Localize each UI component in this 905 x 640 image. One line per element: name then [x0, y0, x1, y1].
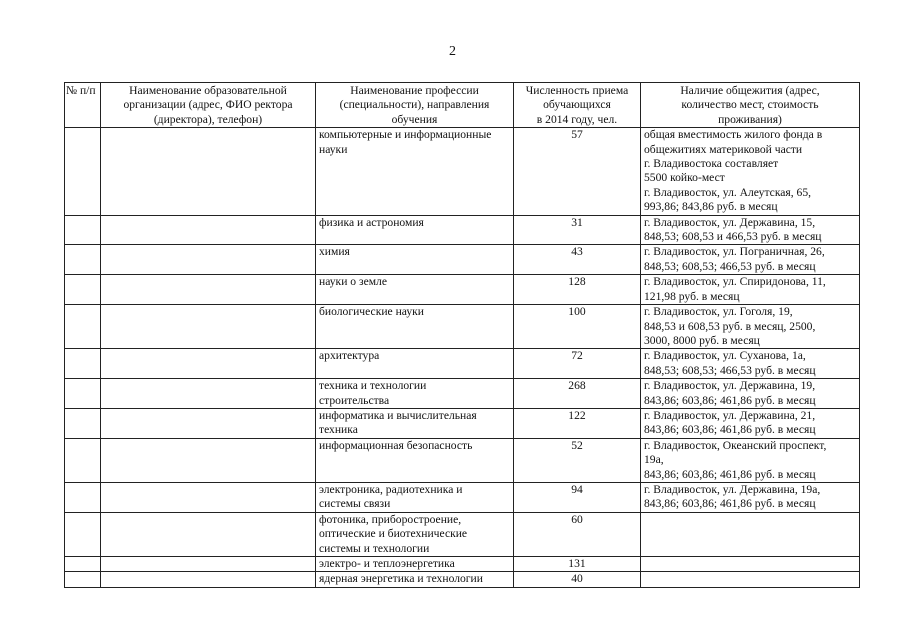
cell-specialty	[316, 275, 514, 305]
cell-num	[65, 128, 101, 215]
cell-num	[65, 512, 101, 556]
header-dormitory	[641, 83, 860, 128]
table-row	[65, 512, 860, 556]
dormitory-line: 843,86; 603,86; 461,86 руб. в месяц	[644, 497, 816, 511]
dormitory-line: г. Владивосток, Океанский проспект,	[644, 438, 827, 452]
dormitory-line: г. Владивосток, ул. Пограничная, 26,	[644, 245, 825, 259]
cell-count: 57	[514, 128, 641, 215]
cell-count: 268	[514, 379, 641, 409]
header-line: обучающихся	[543, 98, 611, 112]
cell-specialty	[316, 215, 514, 245]
dormitory-line: г. Владивосток, ул. Гоголя, 19,	[644, 305, 793, 319]
cell-count: 131	[514, 557, 641, 572]
cell-dormitory	[641, 245, 860, 275]
specialty-line: фотоника, приборостроение,	[319, 512, 462, 526]
table-row	[65, 128, 860, 215]
specialty-line: системы связи	[319, 497, 391, 511]
table-row	[65, 245, 860, 275]
dormitory-line: 993,86; 843,86 руб. в месяц	[644, 200, 778, 214]
header-line: (специальности), направления	[339, 98, 490, 112]
cell-dormitory	[641, 275, 860, 305]
header-line: Наличие общежития (адрес,	[680, 84, 820, 97]
cell-num	[65, 349, 101, 379]
cell-specialty	[316, 128, 514, 215]
cell-organization	[101, 245, 316, 275]
header-line: организации (адрес, ФИО ректора	[123, 98, 293, 112]
dormitory-line: г. Владивосток, ул. Державина, 21,	[644, 408, 816, 422]
cell-num	[65, 305, 101, 349]
cell-specialty	[316, 512, 514, 556]
cell-num	[65, 215, 101, 245]
dormitory-line: 843,86; 603,86; 461,86 руб. в месяц	[644, 467, 816, 481]
table-row	[65, 215, 860, 245]
cell-organization	[101, 379, 316, 409]
table-row	[65, 572, 860, 587]
dormitory-line: 19а,	[644, 453, 664, 467]
cell-specialty	[316, 438, 514, 482]
cell-num	[65, 245, 101, 275]
cell-num	[65, 557, 101, 572]
specialty-line: строительства	[319, 393, 390, 407]
specialty-line: биологические науки	[319, 305, 424, 319]
cell-num	[65, 379, 101, 409]
specialty-line: электроника, радиотехника и	[319, 482, 463, 496]
cell-organization	[101, 215, 316, 245]
cell-specialty	[316, 557, 514, 572]
dormitory-line: г. Владивосток, ул. Алеутская, 65,	[644, 185, 812, 199]
cell-count: 40	[514, 572, 641, 587]
table-row	[65, 482, 860, 512]
specialty-line: компьютерные и информационные	[319, 128, 492, 142]
table-header-row	[65, 83, 860, 128]
cell-dormitory	[641, 482, 860, 512]
cell-organization	[101, 275, 316, 305]
dormitory-line: 848,53 и 608,53 руб. в месяц, 2500,	[644, 319, 816, 333]
cell-specialty	[316, 379, 514, 409]
table-body	[65, 128, 860, 588]
cell-organization	[101, 572, 316, 587]
specialty-line: химия	[319, 245, 350, 259]
specialty-line: электро- и теплоэнергетика	[319, 557, 455, 570]
table-row	[65, 275, 860, 305]
table-row	[65, 408, 860, 438]
cell-count: 43	[514, 245, 641, 275]
cell-specialty	[316, 349, 514, 379]
cell-count: 100	[514, 305, 641, 349]
table-row	[65, 305, 860, 349]
cell-dormitory	[641, 408, 860, 438]
cell-count: 128	[514, 275, 641, 305]
cell-dormitory	[641, 305, 860, 349]
specialty-line: оптические и биотехнические	[319, 527, 468, 541]
header-line: Численность приема	[525, 84, 629, 97]
cell-count: 122	[514, 408, 641, 438]
cell-dormitory	[641, 349, 860, 379]
dormitory-line: общежитиях материковой части	[644, 142, 803, 156]
dormitory-line: г. Владивосток, ул. Державина, 19а,	[644, 482, 821, 496]
cell-dormitory	[641, 572, 860, 587]
cell-count: 52	[514, 438, 641, 482]
cell-organization	[101, 128, 316, 215]
page-number: 2	[449, 44, 456, 59]
dormitory-line: 843,86; 603,86; 461,86 руб. в месяц	[644, 423, 816, 437]
cell-dormitory	[641, 215, 860, 245]
header-line: № п/п	[66, 84, 96, 97]
table-row	[65, 438, 860, 482]
cell-count: 31	[514, 215, 641, 245]
header-count	[514, 83, 641, 128]
dormitory-line: 121,98 руб. в месяц	[644, 289, 740, 303]
cell-organization	[101, 557, 316, 572]
dormitory-line: 848,53; 608,53; 466,53 руб. в месяц	[644, 259, 816, 273]
cell-organization	[101, 408, 316, 438]
header-line: в 2014 году, чел.	[536, 112, 618, 126]
specialty-line: физика и астрономия	[319, 215, 424, 229]
cell-dormitory	[641, 557, 860, 572]
specialty-line: науки о земле	[319, 275, 387, 289]
dormitory-line: 848,53; 608,53; 466,53 руб. в месяц	[644, 363, 816, 377]
dormitory-line: 5500 койко-мест	[644, 171, 725, 185]
dormitory-line: 843,86; 603,86; 461,86 руб. в месяц	[644, 393, 816, 407]
cell-specialty	[316, 305, 514, 349]
specialty-line: науки	[319, 142, 348, 156]
cell-dormitory	[641, 438, 860, 482]
dormitory-line: общая вместимость жилого фонда в	[644, 128, 823, 142]
header-organization	[101, 83, 316, 128]
cell-count: 60	[514, 512, 641, 556]
cell-organization	[101, 482, 316, 512]
specialty-line: архитектура	[319, 349, 380, 363]
specialty-line: системы и технологии	[319, 541, 430, 555]
cell-num	[65, 482, 101, 512]
dormitory-line: 3000, 8000 руб. в месяц	[644, 333, 760, 347]
cell-specialty	[316, 245, 514, 275]
cell-num	[65, 408, 101, 438]
specialty-line: ядерная энергетика и технологии	[319, 572, 483, 586]
dormitory-line: г. Владивосток, ул. Державина, 15,	[644, 215, 816, 229]
cell-organization	[101, 438, 316, 482]
dormitory-line: г. Владивостока составляет	[644, 157, 779, 171]
cell-organization	[101, 305, 316, 349]
header-specialty	[316, 83, 514, 128]
cell-specialty	[316, 408, 514, 438]
cell-num	[65, 275, 101, 305]
header-line: обучения	[391, 112, 438, 126]
specialty-line: информационная безопасность	[319, 438, 473, 452]
cell-specialty	[316, 482, 514, 512]
dormitory-line: г. Владивосток, ул. Спиридонова, 11,	[644, 275, 826, 289]
header-line: Наименование профессии	[350, 84, 479, 97]
specialty-line: информатика и вычислительная	[319, 408, 477, 422]
cell-count: 72	[514, 349, 641, 379]
cell-specialty	[316, 572, 514, 587]
cell-dormitory	[641, 379, 860, 409]
cell-count: 94	[514, 482, 641, 512]
dormitory-line: г. Владивосток, ул. Суханова, 1а,	[644, 349, 806, 363]
cell-organization	[101, 349, 316, 379]
table-row	[65, 349, 860, 379]
header-line: (директора), телефон)	[153, 112, 263, 126]
table-row	[65, 379, 860, 409]
header-num	[65, 83, 101, 128]
cell-dormitory	[641, 512, 860, 556]
dormitory-line: г. Владивосток, ул. Державина, 19,	[644, 379, 816, 393]
header-line: Наименование образовательной	[129, 84, 287, 97]
header-line: проживания)	[718, 112, 782, 126]
cell-num	[65, 438, 101, 482]
admission-table	[64, 82, 860, 588]
header-line: количество мест, стоимость	[681, 98, 819, 112]
table-row	[65, 557, 860, 572]
cell-dormitory	[641, 128, 860, 215]
cell-num	[65, 572, 101, 587]
specialty-line: техника	[319, 423, 358, 437]
specialty-line: техника и технологии	[319, 379, 427, 393]
cell-organization	[101, 512, 316, 556]
dormitory-line: 848,53; 608,53 и 466,53 руб. в месяц	[644, 230, 822, 244]
